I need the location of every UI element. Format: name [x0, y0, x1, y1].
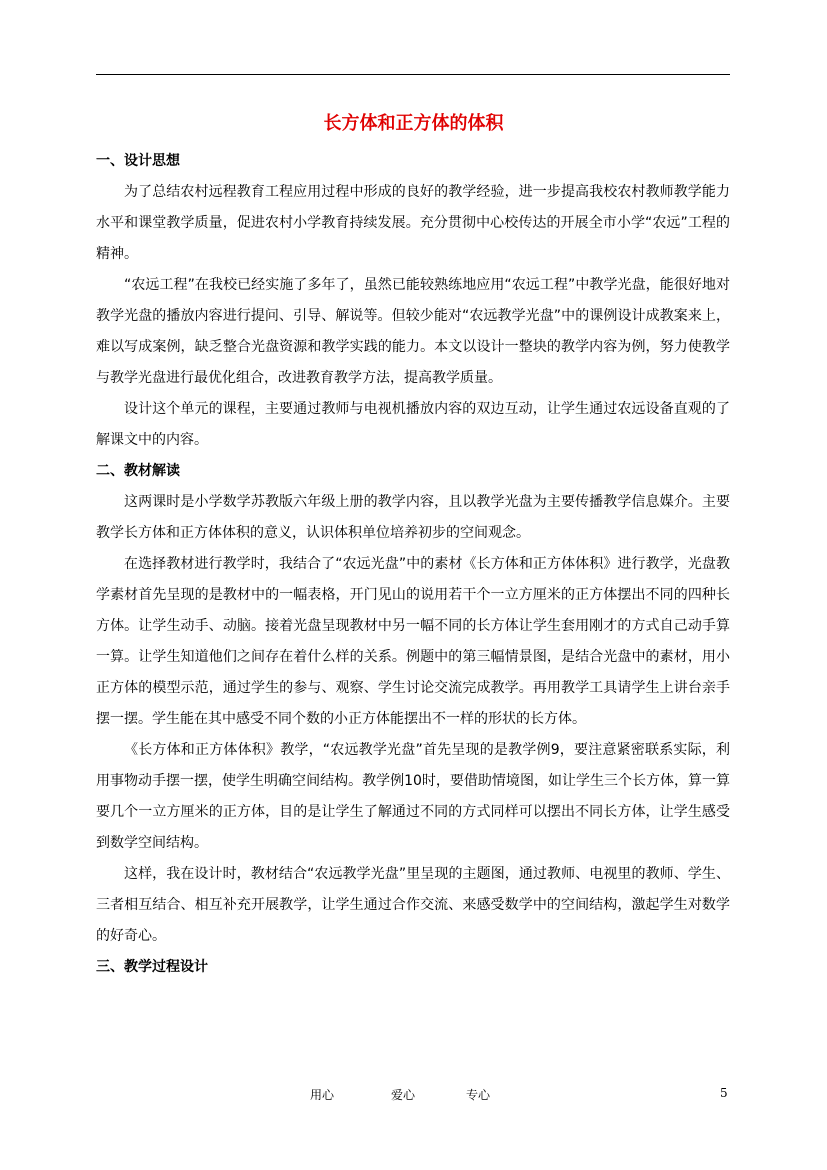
section-heading: 二、教材解读 — [96, 463, 180, 479]
document-body — [96, 146, 730, 983]
header-rule — [96, 74, 730, 75]
paragraph: 这两课时是小学数学苏教版六年级上册的教学内容，且以教学光盘为主要传播教学信息媒介。主要教学长方体和正方体体积的意义，认识体积单位培养初步的空间观念。 — [96, 494, 730, 541]
page-footer — [0, 1082, 827, 1106]
footer-motto-3: 专心 — [466, 1088, 491, 1102]
paragraph: 《长方体和正方体体积》教学，“农远教学光盘”首先呈现的是教学例9，要注意紧密联系实际，利用事物动手摆一摆，使学生明确空间结构。教学例10时，要借助情境图，如让学生三个长方体，算一算要几个一立方厘米的正方体，目的是让学生了解通过不同的方式同样可以摆出不同长方体，让学生感受到数学空间结构。 — [96, 742, 730, 851]
paragraph: 设计这个单元的课程，主要通过教师与电视机播放内容的双边互动，让学生通过农远设备直观的了解课文中的内容。 — [96, 401, 730, 448]
footer-motto-1: 用心 — [310, 1088, 335, 1102]
footer-motto-2: 爱心 — [391, 1088, 416, 1102]
paragraph: 为了总结农村远程教育工程应用过程中形成的良好的教学经验，进一步提高我校农村教师教学能力水平和课堂教学质量，促进农村小学教育持续发展。充分贯彻中心校传达的开展全市小学“农远”工程的精神。 — [96, 184, 730, 262]
section-heading: 三、教学过程设计 — [96, 959, 208, 975]
paragraph: 在选择教材进行教学时，我结合了“农远光盘”中的素材《长方体和正方体体积》进行教学，光盘教学素材首先呈现的是教材中的一幅表格，开门见山的说用若干个一立方厘米的正方体摆出不同的四种长方体。让学生动手、动脑。接着光盘呈现教材中另一幅不同的长方体让学生套用刚才的方式自己动手算一算。让学生知道他们之间存在着什么样的关系。例题中的第三幅情景图，是结合光盘中的素材，用小正方体的模型示范，通过学生的参与、观察、学生讨论交流完成教学。再用教学工具请学生上讲台亲手摆一摆。学生能在其中感受不同个数的小正方体能摆出不一样的形状的长方体。 — [96, 556, 730, 727]
paragraph: 这样，我在设计时，教材结合“农远教学光盘”里呈现的主题图，通过教师、电视里的教师、学生、三者相互结合、相互补充开展教学，让学生通过合作交流、来感受数学中的空间结构，激起学生对数学的好奇心。 — [96, 866, 730, 944]
section-heading: 一、设计思想 — [96, 153, 180, 169]
page-number: 5 — [720, 1086, 728, 1100]
document-title: 长方体和正方体的体积 — [323, 113, 504, 134]
paragraph: “农远工程”在我校已经实施了多年了，虽然已能较熟练地应用“农远工程”中教学光盘，能很好地对教学光盘的播放内容进行提问、引导、解说等。但较少能对“农远教学光盘”中的课例设计成教案来上，难以写成案例，缺乏整合光盘资源和教学实践的能力。本文以设计一整块的教学内容为例，努力使教学与教学光盘进行最优化组合，改进教育教学方法，提高教学质量。 — [96, 277, 730, 386]
